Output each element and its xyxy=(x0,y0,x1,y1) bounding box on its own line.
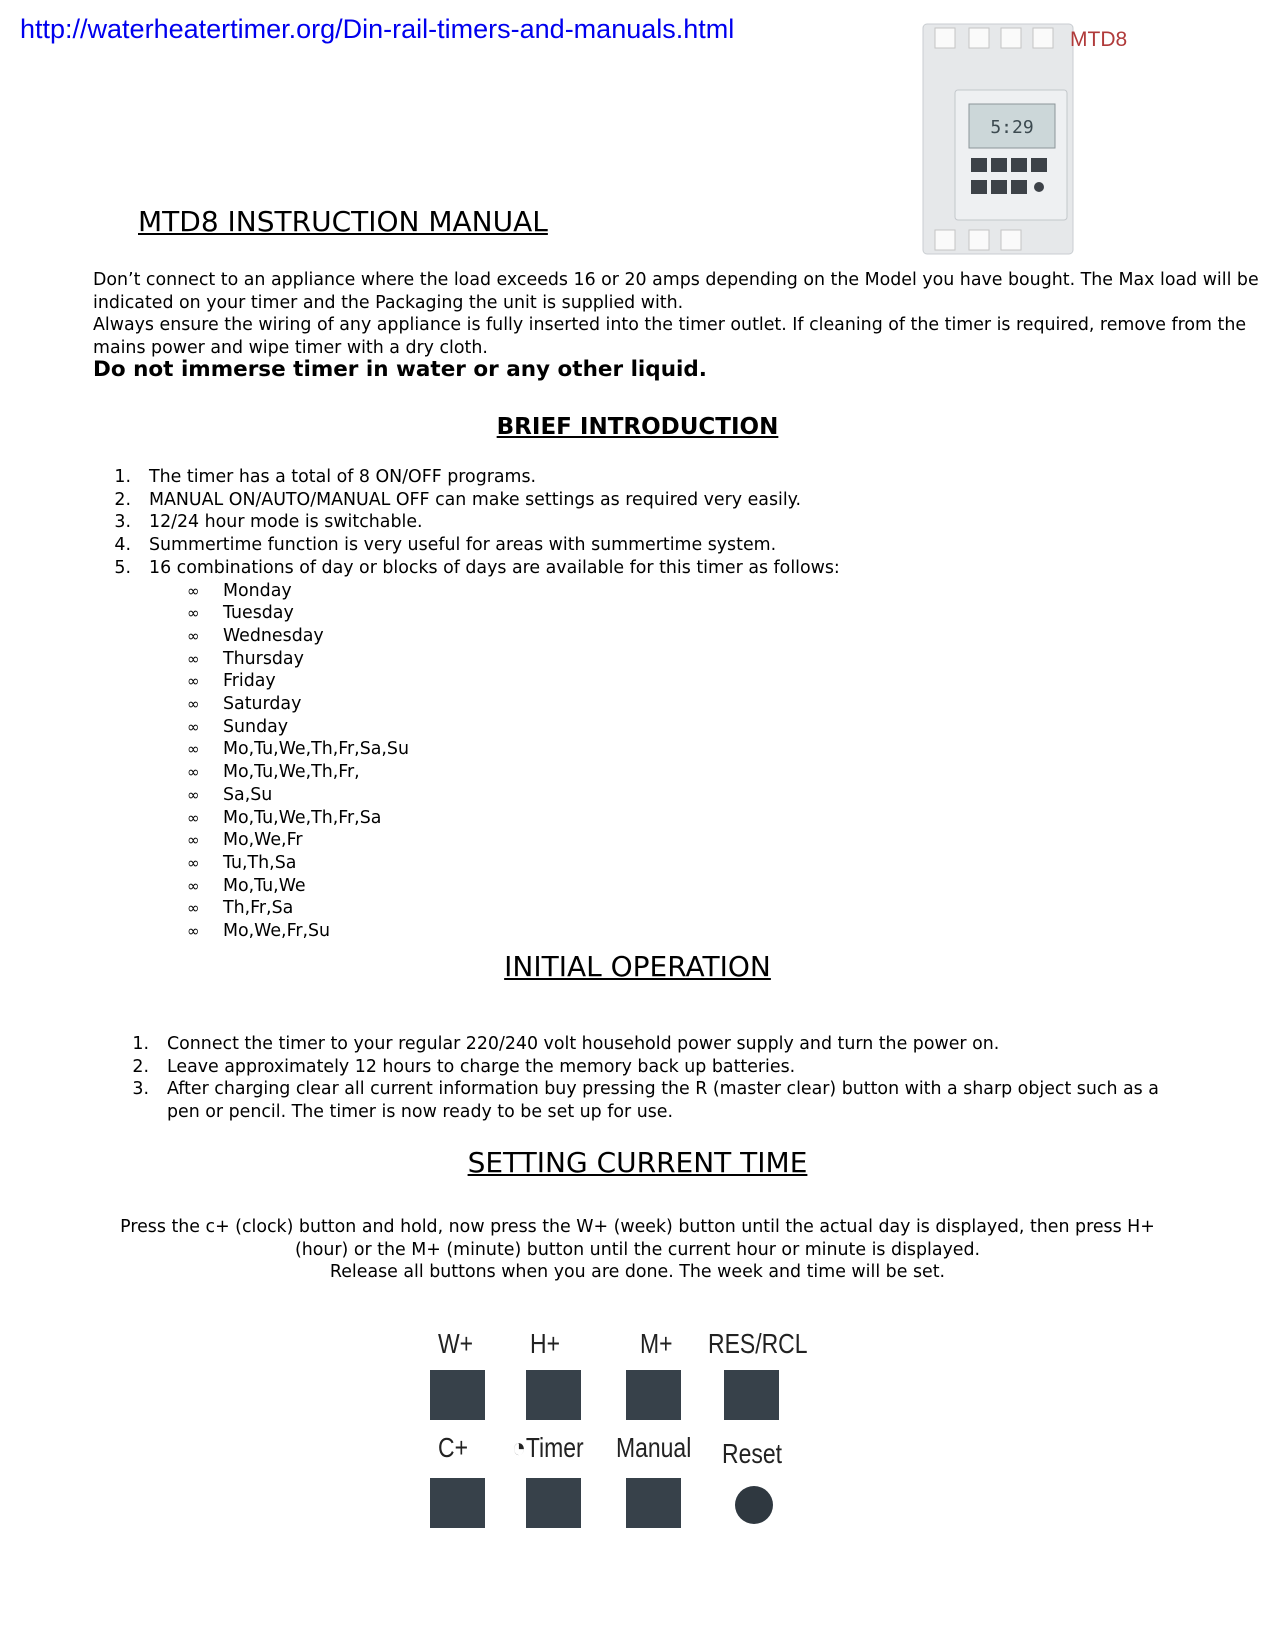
day-combination-item: ∞ Tuesday xyxy=(187,603,294,624)
setting-current-time-heading: SETTING CURRENT TIME xyxy=(467,1146,808,1179)
setting-time-instructions xyxy=(95,1216,1180,1284)
brief-introduction-list xyxy=(101,466,840,943)
day-combination-item: ∞ Mo,Tu,We xyxy=(187,875,306,896)
clock-button xyxy=(430,1478,485,1528)
week-button xyxy=(430,1370,485,1420)
setting-time-line-2: Release all buttons when you are done. The week and time will be set. xyxy=(329,1262,946,1283)
mtd8-device-image xyxy=(915,20,1135,260)
device-model-label: MTD8 xyxy=(1070,28,1128,51)
manual-button xyxy=(626,1478,681,1528)
list-item: 2. MANUAL ON/AUTO/MANUAL OFF can make settings as required very easily. xyxy=(114,489,802,510)
list-item: 1. Connect the timer to your regular 220/240 volt household power supply and turn the power on. xyxy=(132,1034,1000,1054)
day-combination-item: ∞ Monday xyxy=(187,580,292,601)
day-combination-item: ∞ Sunday xyxy=(187,716,289,737)
day-combination-item: ∞ Mo,Tu,We,Th,Fr,Sa,Su xyxy=(187,739,409,760)
setting-time-line-1: Press the c+ (clock) button and hold, now press the W+ (week) button until the actual day is displayed, then press H+ (hour) or the M+ (minute) button until the current hour or minute is displayed. xyxy=(120,1217,1155,1260)
day-combination-item: ∞ Mo,We,Fr xyxy=(187,830,303,851)
list-item: 1. The timer has a total of 8 ON/OFF programs. xyxy=(114,467,537,487)
day-combinations-list xyxy=(149,580,840,943)
manual-button-label: Manual xyxy=(616,1432,692,1463)
manual-title: MTD8 INSTRUCTION MANUAL xyxy=(138,205,548,238)
day-combination-item: ∞ Saturday xyxy=(187,694,302,715)
res-rcl-button-label: RES/RCL xyxy=(708,1328,808,1359)
reset-button xyxy=(735,1486,773,1524)
day-combination-item: ∞ Th,Fr,Sa xyxy=(187,898,294,919)
day-combination-item: ∞ Wednesday xyxy=(187,625,324,646)
day-combination-item: ∞ Friday xyxy=(187,671,276,692)
hour-button xyxy=(526,1370,581,1420)
list-item: 4. Summertime function is very useful for areas with summertime system. xyxy=(114,535,777,556)
list-item: 2. Leave approximately 12 hours to charge the memory back up batteries. xyxy=(132,1056,796,1077)
intro-text xyxy=(93,269,1263,360)
list-item: 3. After charging clear all current information buy pressing the R (master clear) button with a sharp object such as a pen or pencil. The timer is now ready to be set up for use. xyxy=(132,1079,1159,1123)
day-combination-item: ∞ Mo,We,Fr,Su xyxy=(187,921,331,942)
res-rcl-button xyxy=(724,1370,779,1420)
source-url-link[interactable]: http://waterheatertimer.org/Din-rail-timers-and-manuals.html xyxy=(20,14,735,44)
list-item: 3. 12/24 hour mode is switchable. xyxy=(114,512,423,533)
initial-operation-list xyxy=(119,1033,1159,1124)
device-screen-time: 5:29 xyxy=(990,117,1034,138)
day-combination-item: ∞ Mo,Tu,We,Th,Fr, xyxy=(187,762,360,783)
hour-button-label: H+ xyxy=(530,1328,560,1359)
reset-button-label: Reset xyxy=(722,1438,782,1469)
minute-button xyxy=(626,1370,681,1420)
day-combination-item: ∞ Tu,Th,Sa xyxy=(187,852,297,873)
water-warning: Do not immerse timer in water or any other liquid. xyxy=(93,357,707,382)
intro-paragraph-1: Don’t connect to an appliance where the load exceeds 16 or 20 amps depending on the Model you have bought. The Max load will be indicated on your timer and the Packaging the unit is supplied with. xyxy=(93,270,1259,313)
day-combination-item: ∞ Sa,Su xyxy=(187,784,273,805)
intro-paragraph-2: Always ensure the wiring of any appliance is fully inserted into the timer outlet. If cleaning of the timer is required, remove from the mains power and wipe timer with a dry cloth. xyxy=(93,315,1247,359)
day-combination-item: ∞ Thursday xyxy=(187,648,304,669)
brief-introduction-heading: BRIEF INTRODUCTION xyxy=(496,414,779,440)
button-panel-image xyxy=(420,1328,820,1558)
week-button-label: W+ xyxy=(438,1328,474,1359)
timer-button-label: ◔Timer xyxy=(512,1432,584,1463)
list-item: 5. 16 combinations of day or blocks of days are available for this timer as follows: ∞ Monday ∞ Tuesday ∞ Wednesday ∞ Thursday ∞ Friday ∞ Saturday ∞ Sunday ∞ Mo,Tu,We,Th,Fr,Sa,Su ∞ Mo,Tu,We,Th,Fr, ∞ Sa,Su ∞ Mo,Tu,We,Th,Fr,Sa ∞ Mo,We,Fr ∞ Tu,Th,Sa ∞ Mo,Tu,We ∞ Th,Fr,Sa ∞ Mo,We,Fr,Su xyxy=(114,557,840,942)
clock-button-label: C+ xyxy=(438,1432,468,1463)
initial-operation-heading: INITIAL OPERATION xyxy=(504,950,771,983)
timer-button xyxy=(526,1478,581,1528)
minute-button-label: M+ xyxy=(640,1328,673,1359)
day-combination-item: ∞ Mo,Tu,We,Th,Fr,Sa xyxy=(187,807,382,828)
